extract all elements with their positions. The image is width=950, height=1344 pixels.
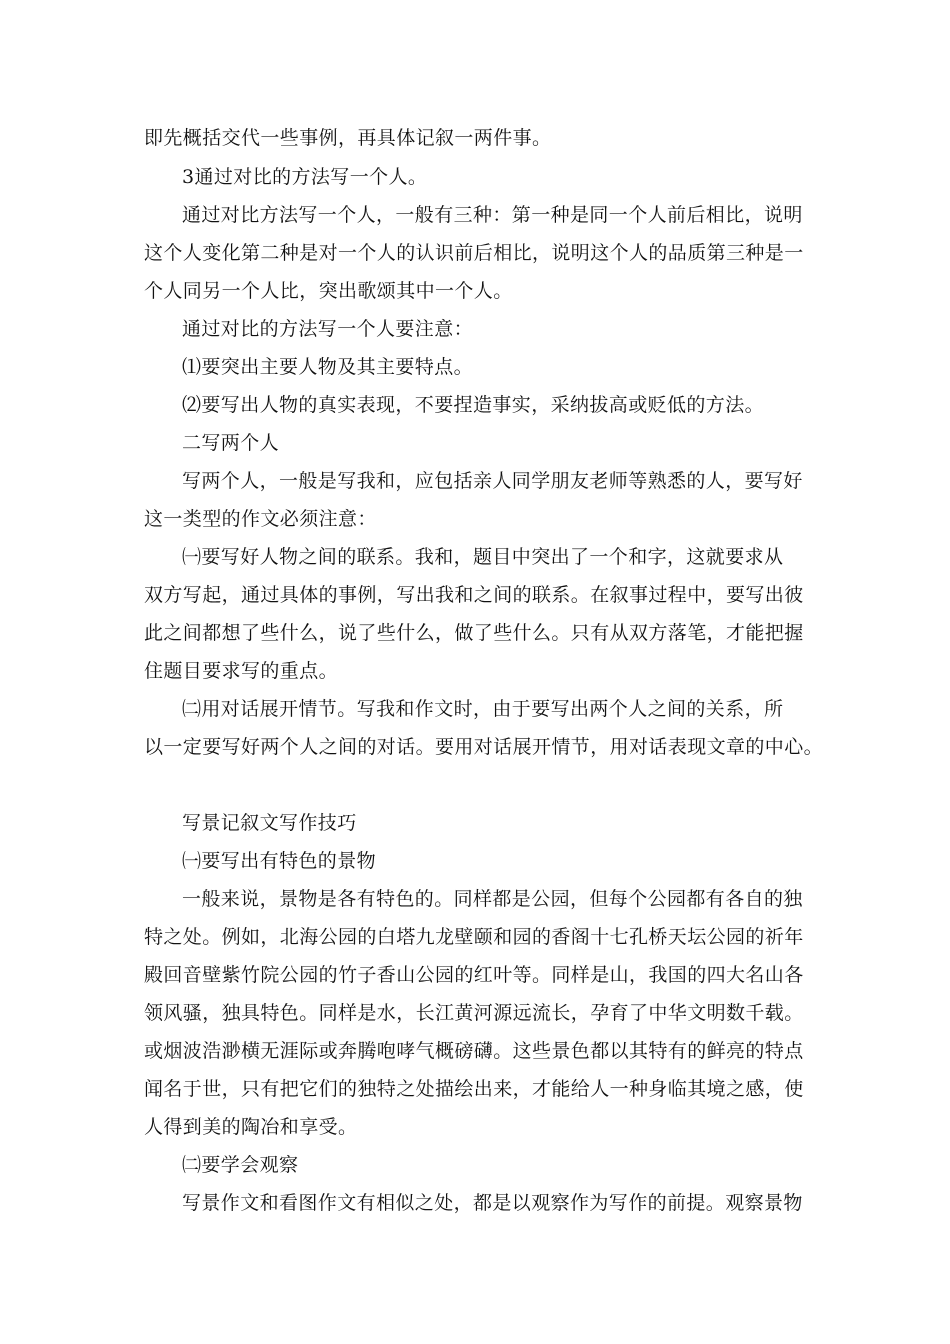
text-line-8: ⑵要写出人物的真实表现，不要捏造事实，采纳拔高或贬低的方法。	[182, 394, 765, 416]
text-line-16: ㈡用对话展开情节。写我和作文时，由于要写出两个人之间的关系，所	[182, 698, 784, 720]
text-line-22: 殿回音壁紫竹院公园的竹子香山公园的红叶等。同样是山，我国的四大名山各	[144, 964, 804, 986]
text-line-6: 通过对比的方法写一个人要注意：	[182, 318, 474, 340]
text-line-12: ㈠要写好人物之间的联系。我和，题目中突出了一个和字，这就要求从	[182, 546, 784, 568]
text-line-20: 一般来说，景物是各有特色的。同样都是公园，但每个公园都有各自的独	[182, 888, 803, 910]
text-line-11: 这一类型的作文必须注意：	[144, 508, 377, 530]
text-line-26: 人得到美的陶冶和享受。	[144, 1116, 358, 1138]
text-line-15: 住题目要求写的重点。	[144, 660, 339, 682]
text-line-4: 这个人变化第二种是对一个人的认识前后相比，说明这个人的品质第三种是一	[144, 242, 804, 264]
section-heading-scenery: 写景记叙文写作技巧	[182, 812, 357, 834]
text-line-2: 3通过对比的方法写一个人。	[182, 166, 428, 188]
text-line-13: 双方写起，通过具体的事例，写出我和之间的联系。在叙事过程中，要写出彼	[144, 584, 804, 606]
text-line-23: 领风骚，独具特色。同样是水，长江黄河源远流长，孕育了中华文明数千载。	[144, 1002, 804, 1024]
text-line-14: 此之间都想了些什么，说了些什么，做了些什么。只有从双方落笔，才能把握	[144, 622, 804, 644]
text-line-7: ⑴要突出主要人物及其主要特点。	[182, 356, 474, 378]
text-line-25: 闻名于世，只有把它们的独特之处描绘出来，才能给人一种身临其境之感，使	[144, 1078, 804, 1100]
text-line-27: ㈡要学会观察	[182, 1154, 299, 1176]
text-line-28: 写景作文和看图作文有相似之处，都是以观察作为写作的前提。观察景物	[182, 1192, 803, 1214]
text-line-10: 写两个人，一般是写我和，应包括亲人同学朋友老师等熟悉的人，要写好	[182, 470, 803, 492]
text-line-1: 即先概括交代一些事例，再具体记叙一两件事。	[144, 127, 552, 149]
section-heading-two-people: 二写两个人	[182, 432, 280, 454]
text-line-17: 以一定要写好两个人之间的对话。要用对话展开情节，用对话表现文章的中心。	[144, 736, 824, 758]
text-line-21: 特之处。例如，北海公园的白塔九龙壁颐和园的香阁十七孔桥天坛公园的祈年	[144, 926, 804, 948]
text-line-3: 通过对比方法写一个人，一般有三种：第一种是同一个人前后相比，说明	[182, 204, 803, 226]
text-line-19: ㈠要写出有特色的景物	[182, 850, 377, 872]
text-line-5: 个人同另一个人比，突出歌颂其中一个人。	[144, 280, 513, 302]
text-line-24: 或烟波浩渺横无涯际或奔腾咆哮气概磅礴。这些景色都以其特有的鲜亮的特点	[144, 1040, 804, 1062]
